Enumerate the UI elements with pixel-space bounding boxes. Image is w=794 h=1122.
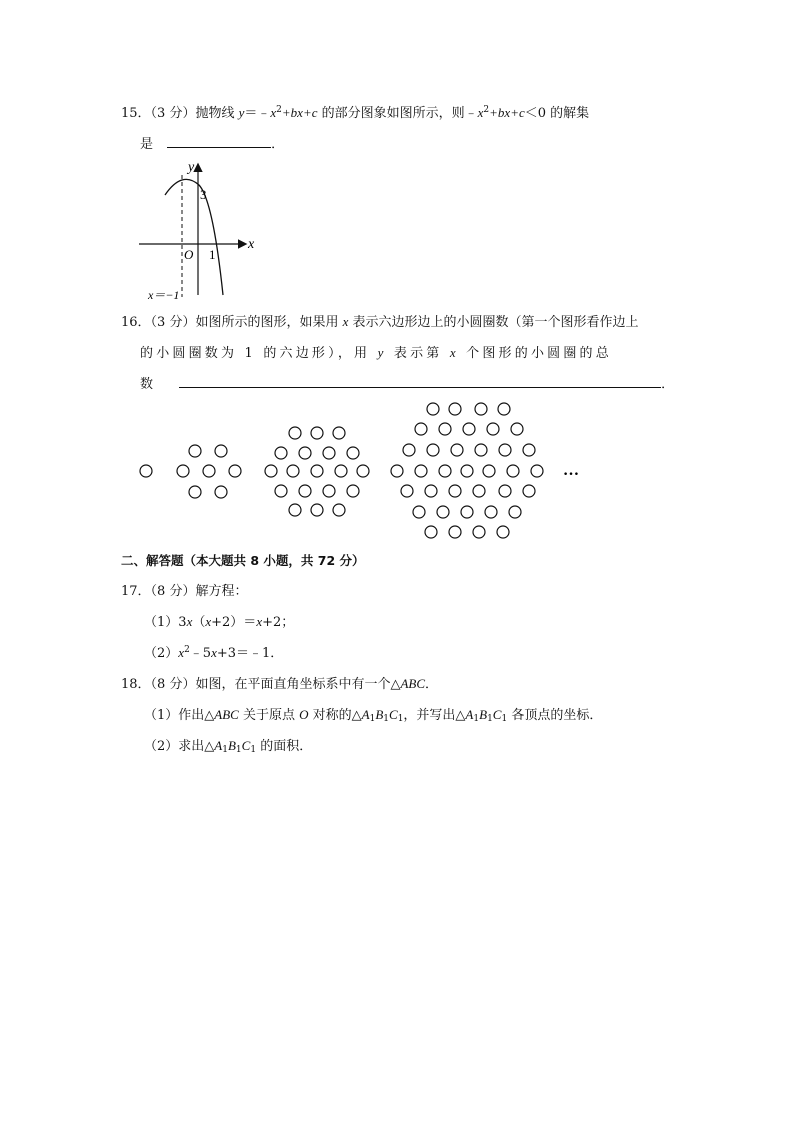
figure-3-circle xyxy=(289,427,301,439)
figure-3-circle xyxy=(333,504,345,516)
three-label: 3 xyxy=(200,187,207,202)
figure-3-circle xyxy=(323,447,335,459)
q17-part2: $(2)x^2﹣5x+3=﹣1$． xyxy=(144,645,284,661)
figure-3-circle xyxy=(335,465,347,477)
y-axis-label: y xyxy=(188,160,195,175)
figure-4-circle xyxy=(475,403,487,415)
figure-4-circle xyxy=(449,403,461,415)
figure-3-circle xyxy=(311,504,323,516)
q15-number: 15． xyxy=(121,106,151,121)
q16-answer-blank[interactable] xyxy=(179,375,661,388)
origin-label: O xyxy=(184,247,194,262)
figure-4-circle xyxy=(498,403,510,415)
figure-4-circle xyxy=(483,465,495,477)
figure-4-circle xyxy=(473,526,485,538)
figure-4-circle xyxy=(461,506,473,518)
q16-line2: 的小圆圈数为 1 的六边形），用 y 表示第 x 个图形的小圆圈的总 xyxy=(140,345,612,361)
figure-3-circle xyxy=(347,447,359,459)
figure-3-circle xyxy=(357,465,369,477)
figure-1-circle xyxy=(140,465,152,477)
figure-4-circle xyxy=(391,465,403,477)
figure-4-circle xyxy=(509,506,521,518)
figure-4-circle xyxy=(449,526,461,538)
q16-line3: 数 ． xyxy=(140,377,675,392)
q15-parabola-graph xyxy=(135,155,265,305)
figure-4-circle xyxy=(475,444,487,456)
figure-3-circle xyxy=(275,485,287,497)
q17-number: 17． xyxy=(121,584,151,599)
figure-4-circle xyxy=(497,526,509,538)
figure-3-circle xyxy=(265,465,277,477)
figure-4-circle xyxy=(415,465,427,477)
figure-2-circle xyxy=(189,486,201,498)
q15-line1: 15．（3 分）抛物线 $y=﹣x^2+bx+c$ 的部分图象如图所示，则$﹣x^2+bx+c<0$ 的解集 xyxy=(121,105,590,121)
figure-4-circle xyxy=(463,423,475,435)
figure-3-circle xyxy=(289,504,301,516)
figure-4-circle xyxy=(473,485,485,497)
figure-4-circle xyxy=(437,506,449,518)
q18-line1: 18．（8 分）如图，在平面直角坐标系中有一个△ABC． xyxy=(121,676,439,692)
figure-4-circle xyxy=(425,485,437,497)
figure-3-circle xyxy=(323,485,335,497)
figure-4-circle xyxy=(523,444,535,456)
figure-4-circle xyxy=(487,423,499,435)
q16-score: （3 分） xyxy=(150,315,196,330)
figure-3-circle xyxy=(299,447,311,459)
figure-2-circle xyxy=(177,465,189,477)
figure-4-circle xyxy=(507,465,519,477)
q16-number: 16． xyxy=(121,315,151,330)
figure-4-circle xyxy=(439,465,451,477)
q15-answer-blank[interactable] xyxy=(167,135,271,148)
figure-3-circle xyxy=(347,485,359,497)
figure-4-circle xyxy=(511,423,523,435)
figure-4-circle xyxy=(485,506,497,518)
figure-3-circle xyxy=(333,427,345,439)
figure-4-circle xyxy=(523,485,535,497)
q17-score: （8 分） xyxy=(150,584,196,599)
figure-4-circle xyxy=(427,403,439,415)
q15-score: （3 分） xyxy=(150,106,196,121)
q16-hexagon-figures xyxy=(135,395,595,550)
figure-4-circle xyxy=(413,506,425,518)
q18-score: （8 分） xyxy=(150,677,196,692)
figure-4-circle xyxy=(439,423,451,435)
q17-line1: 17．（8 分）解方程： xyxy=(121,584,248,599)
q16-line1: 16．（3 分）如图所示的图形，如果用 x 表示六边形边上的小圆圈数（第一个图形看作边上 xyxy=(121,314,639,330)
parabola-curve xyxy=(165,179,223,295)
figure-2-circle xyxy=(215,445,227,457)
figure-4-circle xyxy=(425,526,437,538)
figure-2-circle xyxy=(189,445,201,457)
section2-title: 二、解答题（本大题共 8 小题，共 72 分） xyxy=(121,553,365,568)
q18-number: 18． xyxy=(121,677,151,692)
figure-2-circle xyxy=(203,465,215,477)
figure-4-circle xyxy=(531,465,543,477)
figure-4-circle xyxy=(415,423,427,435)
x-axis-label: x xyxy=(248,237,255,252)
figure-4-circle xyxy=(461,465,473,477)
figure-3-circle xyxy=(299,485,311,497)
figure-4-circle xyxy=(401,485,413,497)
q17-part1: （1）3x（x+2）＝x+2； xyxy=(144,614,295,630)
figure-4-circle xyxy=(499,485,511,497)
figure-3-circle xyxy=(275,447,287,459)
figure-4-circle xyxy=(449,485,461,497)
figure-4-circle xyxy=(403,444,415,456)
one-label: 1 xyxy=(209,247,216,262)
symmetry-equation: x＝−1 xyxy=(148,288,180,302)
q18-part2: （2）求出$\triangle A_1B_1C_1$ 的面积． xyxy=(144,738,313,755)
q15-line2: 是 ． xyxy=(140,137,285,152)
figure-3-circle xyxy=(311,427,323,439)
figure-4-circle xyxy=(499,444,511,456)
ellipsis: … xyxy=(563,462,579,479)
figure-2-circle xyxy=(215,486,227,498)
figure-3-circle xyxy=(287,465,299,477)
figure-2-circle xyxy=(229,465,241,477)
figure-4-circle xyxy=(451,444,463,456)
figure-3-circle xyxy=(311,465,323,477)
figure-4-circle xyxy=(427,444,439,456)
q18-part1: （1）作出△ABC 关于原点 O 对称的$\triangle A_1B_1C_1$，并写出$\triangle A_1B_1C_1$ 各顶点的坐标． xyxy=(144,707,603,724)
